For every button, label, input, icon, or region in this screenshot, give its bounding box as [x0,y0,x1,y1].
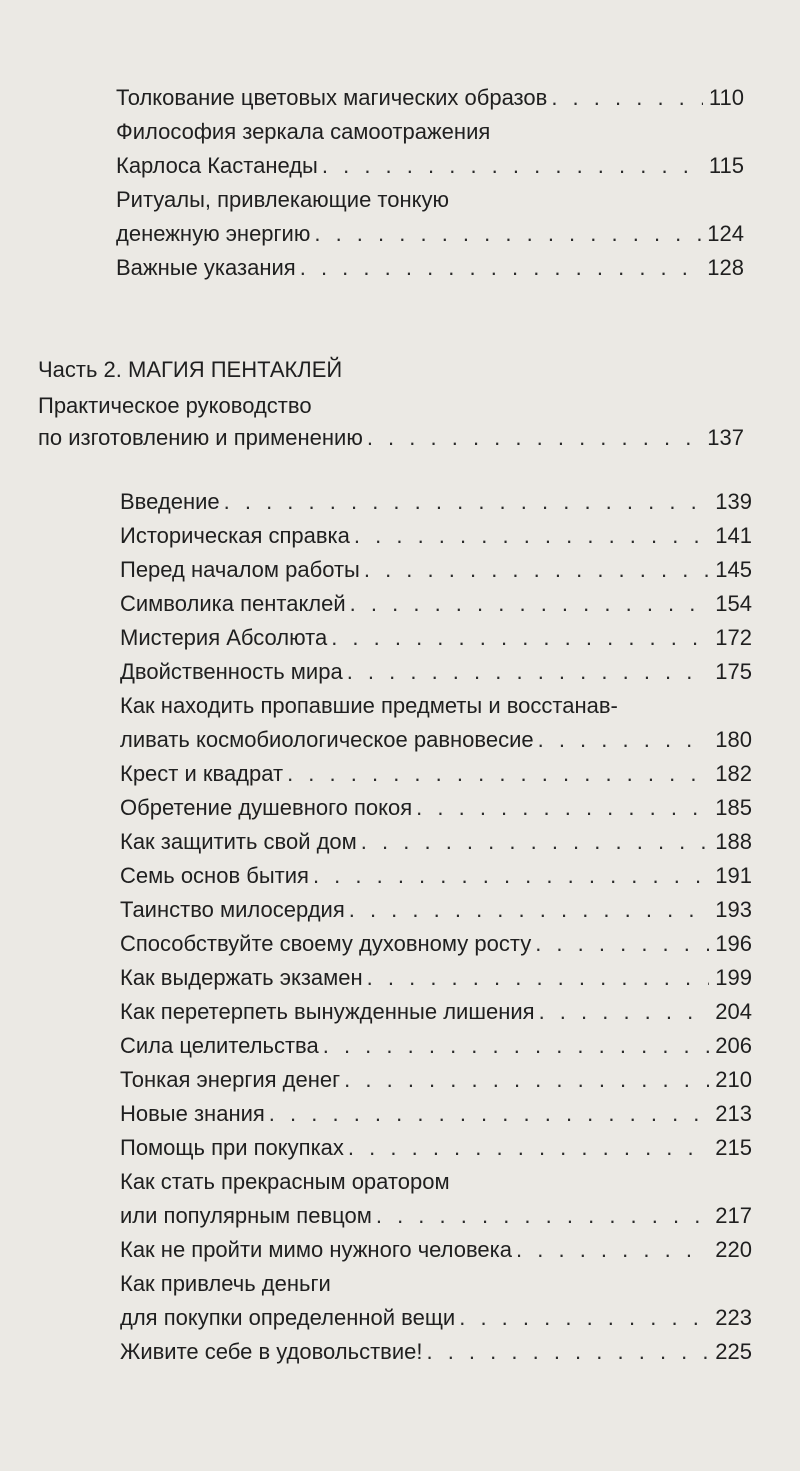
toc-page-number: 199 [715,965,752,990]
part2-subtitle-line2: по изготовлению и применению [38,425,363,450]
toc-page-number: 204 [715,999,752,1024]
toc-page-number: 193 [715,897,752,922]
leader-dots [319,1032,710,1060]
toc-entry [116,118,744,186]
toc-page-number: 223 [715,1305,752,1330]
leader-dots [318,152,703,180]
toc-entry-title: Историческая справка [120,523,350,548]
leader-dots [283,760,709,788]
toc-entry-title: Семь основ бытия [120,863,309,888]
toc-entry-title: для покупки определенной вещи [120,1305,456,1330]
toc-page-number: 139 [715,489,752,514]
toc-entry-title: Символика пентаклей [120,591,346,616]
toc-entry-title: Как защитить свой дом [120,829,357,854]
leader-dots [512,1236,709,1264]
leader-dots [343,658,710,686]
toc-entry-title: Философия зеркала самоотражения [116,119,491,144]
toc-page-number: 182 [715,761,752,786]
leader-dots [412,794,709,822]
toc-entry [120,522,752,556]
toc-entry-title: или популярным певцом [120,1203,372,1228]
leader-dots [363,424,701,452]
toc-page-number: 128 [707,255,744,280]
toc-entry-title: Тонкая энергия денег [120,1067,341,1092]
toc-page-number: 217 [715,1203,752,1228]
toc-entry-title: Как привлечь деньги [120,1271,331,1296]
toc-page-number: 124 [707,221,744,246]
toc-entry [120,692,752,760]
toc-entry [116,254,744,288]
toc-entry-title: Важные указания [116,255,296,280]
toc-entry [120,964,752,998]
leader-dots [309,862,709,890]
leader-dots [372,1202,709,1230]
leader-dots [535,998,710,1026]
toc-page-number: 141 [715,523,752,548]
toc-entry-title: Обретение душевного покоя [120,795,413,820]
toc-entry [120,998,752,1032]
toc-entry [120,896,752,930]
toc-entry-title: Как стать прекрасным оратором [120,1169,450,1194]
toc-page-number: 220 [715,1237,752,1262]
leader-dots [345,896,710,924]
toc-entry [120,794,752,828]
part2-subtitle [38,392,312,420]
toc-entry-title: Как находить пропавшие предметы и восстанав- [120,693,618,718]
toc-page-number: 210 [715,1067,752,1092]
toc-entry-title: Как не пройти мимо нужного человека [120,1237,513,1262]
toc-page-number: 185 [715,795,752,820]
toc-entry [120,862,752,896]
toc-page-number: 215 [715,1135,752,1160]
toc-entry [120,658,752,692]
toc-entry [116,84,744,118]
toc-page-number: 110 [708,85,744,110]
leader-dots [363,964,710,992]
toc-page-number: 115 [708,153,744,178]
toc-entry [120,828,752,862]
toc-entry-title: Помощь при покупках [120,1135,344,1160]
toc-entry [120,556,752,590]
part2-entry [38,424,744,452]
toc-entry [120,590,752,624]
leader-dots [534,726,710,754]
toc-page-number: 180 [715,727,752,752]
part2-title: Часть 2. МАГИЯ ПЕНТАКЛЕЙ [38,357,343,382]
leader-dots [547,84,703,112]
toc-entry-title: Как перетерпеть вынужденные лишения [120,999,535,1024]
toc-entry-title: Мистерия Абсолюта [120,625,328,650]
toc-entry [120,1032,752,1066]
toc-page-number: 175 [715,659,752,684]
toc-entry [120,1066,752,1100]
toc-entry-title: Сила целительства [120,1033,319,1058]
leader-dots [357,828,709,856]
toc-entry [120,1100,752,1134]
toc-entry-title: Карлоса Кастанеды [116,153,318,178]
toc-entry-title: Способствуйте своему духовному росту [120,931,532,956]
leader-dots [455,1304,709,1332]
toc-entry [116,186,744,254]
leader-dots [265,1100,709,1128]
toc-page-number: 191 [715,863,752,888]
toc-page-number: 225 [715,1339,752,1364]
toc-entry-title: денежную энергию [116,221,311,246]
toc-entry [120,1134,752,1168]
leader-dots [310,220,701,248]
part2-page-number: 137 [707,425,744,450]
leader-dots [340,1066,709,1094]
toc-page-number: 172 [715,625,752,650]
leader-dots [422,1338,709,1366]
toc-entry-title: Таинство милосердия [120,897,345,922]
toc-entry [120,1168,752,1236]
part2-heading [38,356,342,384]
toc-page-number: 145 [715,557,752,582]
toc-page-number: 196 [715,931,752,956]
leader-dots [350,522,709,550]
toc-page-number: 213 [715,1101,752,1126]
toc-entry-title: Крест и квадрат [120,761,284,786]
part2-subtitle-line1: Практическое руководство [38,393,312,418]
toc-entry [120,1270,752,1338]
toc-entry [120,624,752,658]
toc-entry-title: Как выдержать экзамен [120,965,363,990]
toc-entry-title: ливать космобиологическое равновесие [120,727,534,752]
toc-entry-title: Новые знания [120,1101,265,1126]
leader-dots [346,590,710,618]
leader-dots [531,930,709,958]
leader-dots [344,1134,709,1162]
leader-dots [327,624,709,652]
toc-entry [120,760,752,794]
toc-entry [120,488,752,522]
toc-entry-title: Живите себе в удовольствие! [120,1339,423,1364]
toc-entry [120,1236,752,1270]
toc-page-number: 188 [715,829,752,854]
toc-entry-title: Ритуалы, привлекающие тонкую [116,187,450,212]
toc-entry-title: Толкование цветовых магических образов [116,85,548,110]
leader-dots [360,556,709,584]
leader-dots [220,488,710,516]
toc-page-number: 154 [715,591,752,616]
toc-entry [120,930,752,964]
toc-entry-title: Перед началом работы [120,557,360,582]
toc-entry-title: Двойственность мира [120,659,343,684]
toc-entry-title: Введение [120,489,220,514]
leader-dots [296,254,702,282]
toc-page-number: 206 [715,1033,752,1058]
toc-entry [120,1338,752,1372]
